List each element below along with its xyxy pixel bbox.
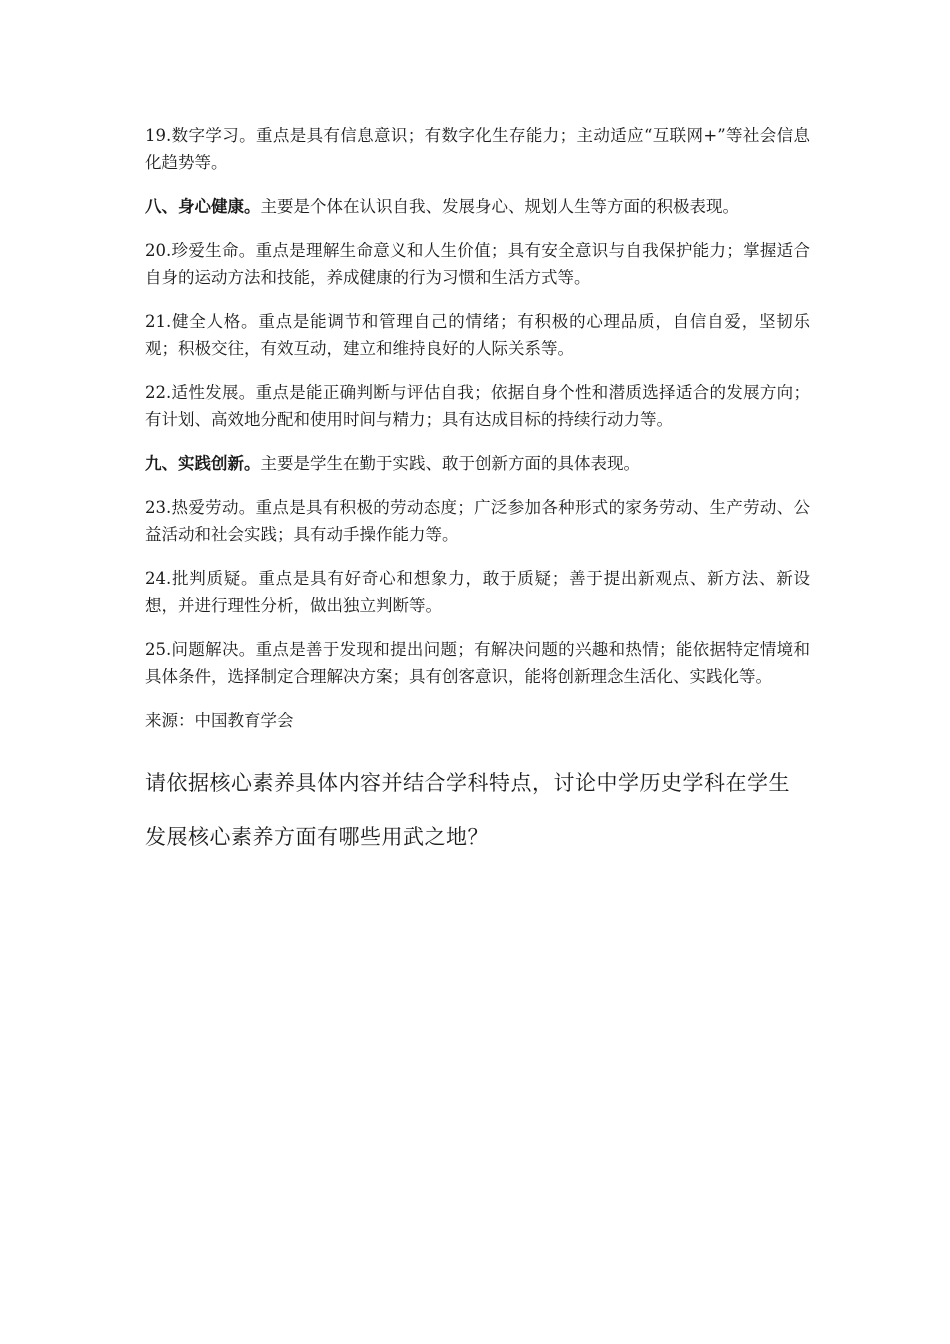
section-heading-physical-mental-health <box>145 193 810 220</box>
paragraph-problem-solving <box>145 636 810 690</box>
paragraph-text: 23.热爱劳动。重点是具有积极的劳动态度；广泛参加各种形式的家务劳动、生产劳动、公益活动和社会实践；具有动手操作能力等。 <box>145 498 810 544</box>
paragraph-love-labor <box>145 494 810 548</box>
paragraph-text: 21.健全人格。重点是能调节和管理自己的情绪；有积极的心理品质，自信自爱，坚韧乐观；积极交往，有效互动，建立和维持良好的人际关系等。 <box>145 312 810 358</box>
source-attribution: 来源：中国教育学会 <box>145 711 294 730</box>
section-heading-practice-innovation <box>145 450 810 477</box>
discussion-question: 请依据核心素养具体内容并结合学科特点，讨论中学历史学科在学生发展核心素养方面有哪些用武之地？ <box>145 771 790 849</box>
paragraph-text: 25.问题解决。重点是善于发现和提出问题；有解决问题的兴趣和热情；能依据特定情境和具体条件，选择制定合理解决方案；具有创客意识，能将创新理念生活化、实践化等。 <box>145 640 810 686</box>
paragraph-adaptive-development <box>145 379 810 433</box>
paragraph-cherish-life <box>145 237 810 291</box>
section-heading-title: 九、实践创新。 <box>145 454 261 473</box>
paragraph-sound-personality <box>145 308 810 362</box>
paragraph-text: 19.数字学习。重点是具有信息意识；有数字化生存能力；主动适应“互联网+”等社会信息化趋势等。 <box>145 126 810 172</box>
document-content <box>145 122 810 864</box>
section-heading-title: 八、身心健康。 <box>145 197 261 216</box>
paragraph-critical-questioning <box>145 565 810 619</box>
paragraph-text: 24.批判质疑。重点是具有好奇心和想象力，敢于质疑；善于提出新观点、新方法、新设想，并进行理性分析，做出独立判断等。 <box>145 569 810 615</box>
paragraph-digital-learning <box>145 122 810 176</box>
section-heading-text: 主要是个体在认识自我、发展身心、规划人生等方面的积极表现。 <box>260 197 739 216</box>
paragraph-text: 22.适性发展。重点是能正确判断与评估自我；依据自身个性和潜质选择适合的发展方向；有计划、高效地分配和使用时间与精力；具有达成目标的持续行动力等。 <box>145 383 810 429</box>
paragraph-text: 20.珍爱生命。重点是理解生命意义和人生价值；具有安全意识与自我保护能力；掌握适合自身的运动方法和技能，养成健康的行为习惯和生活方式等。 <box>145 241 810 287</box>
section-heading-text: 主要是学生在勤于实践、敢于创新方面的具体表现。 <box>260 454 640 473</box>
